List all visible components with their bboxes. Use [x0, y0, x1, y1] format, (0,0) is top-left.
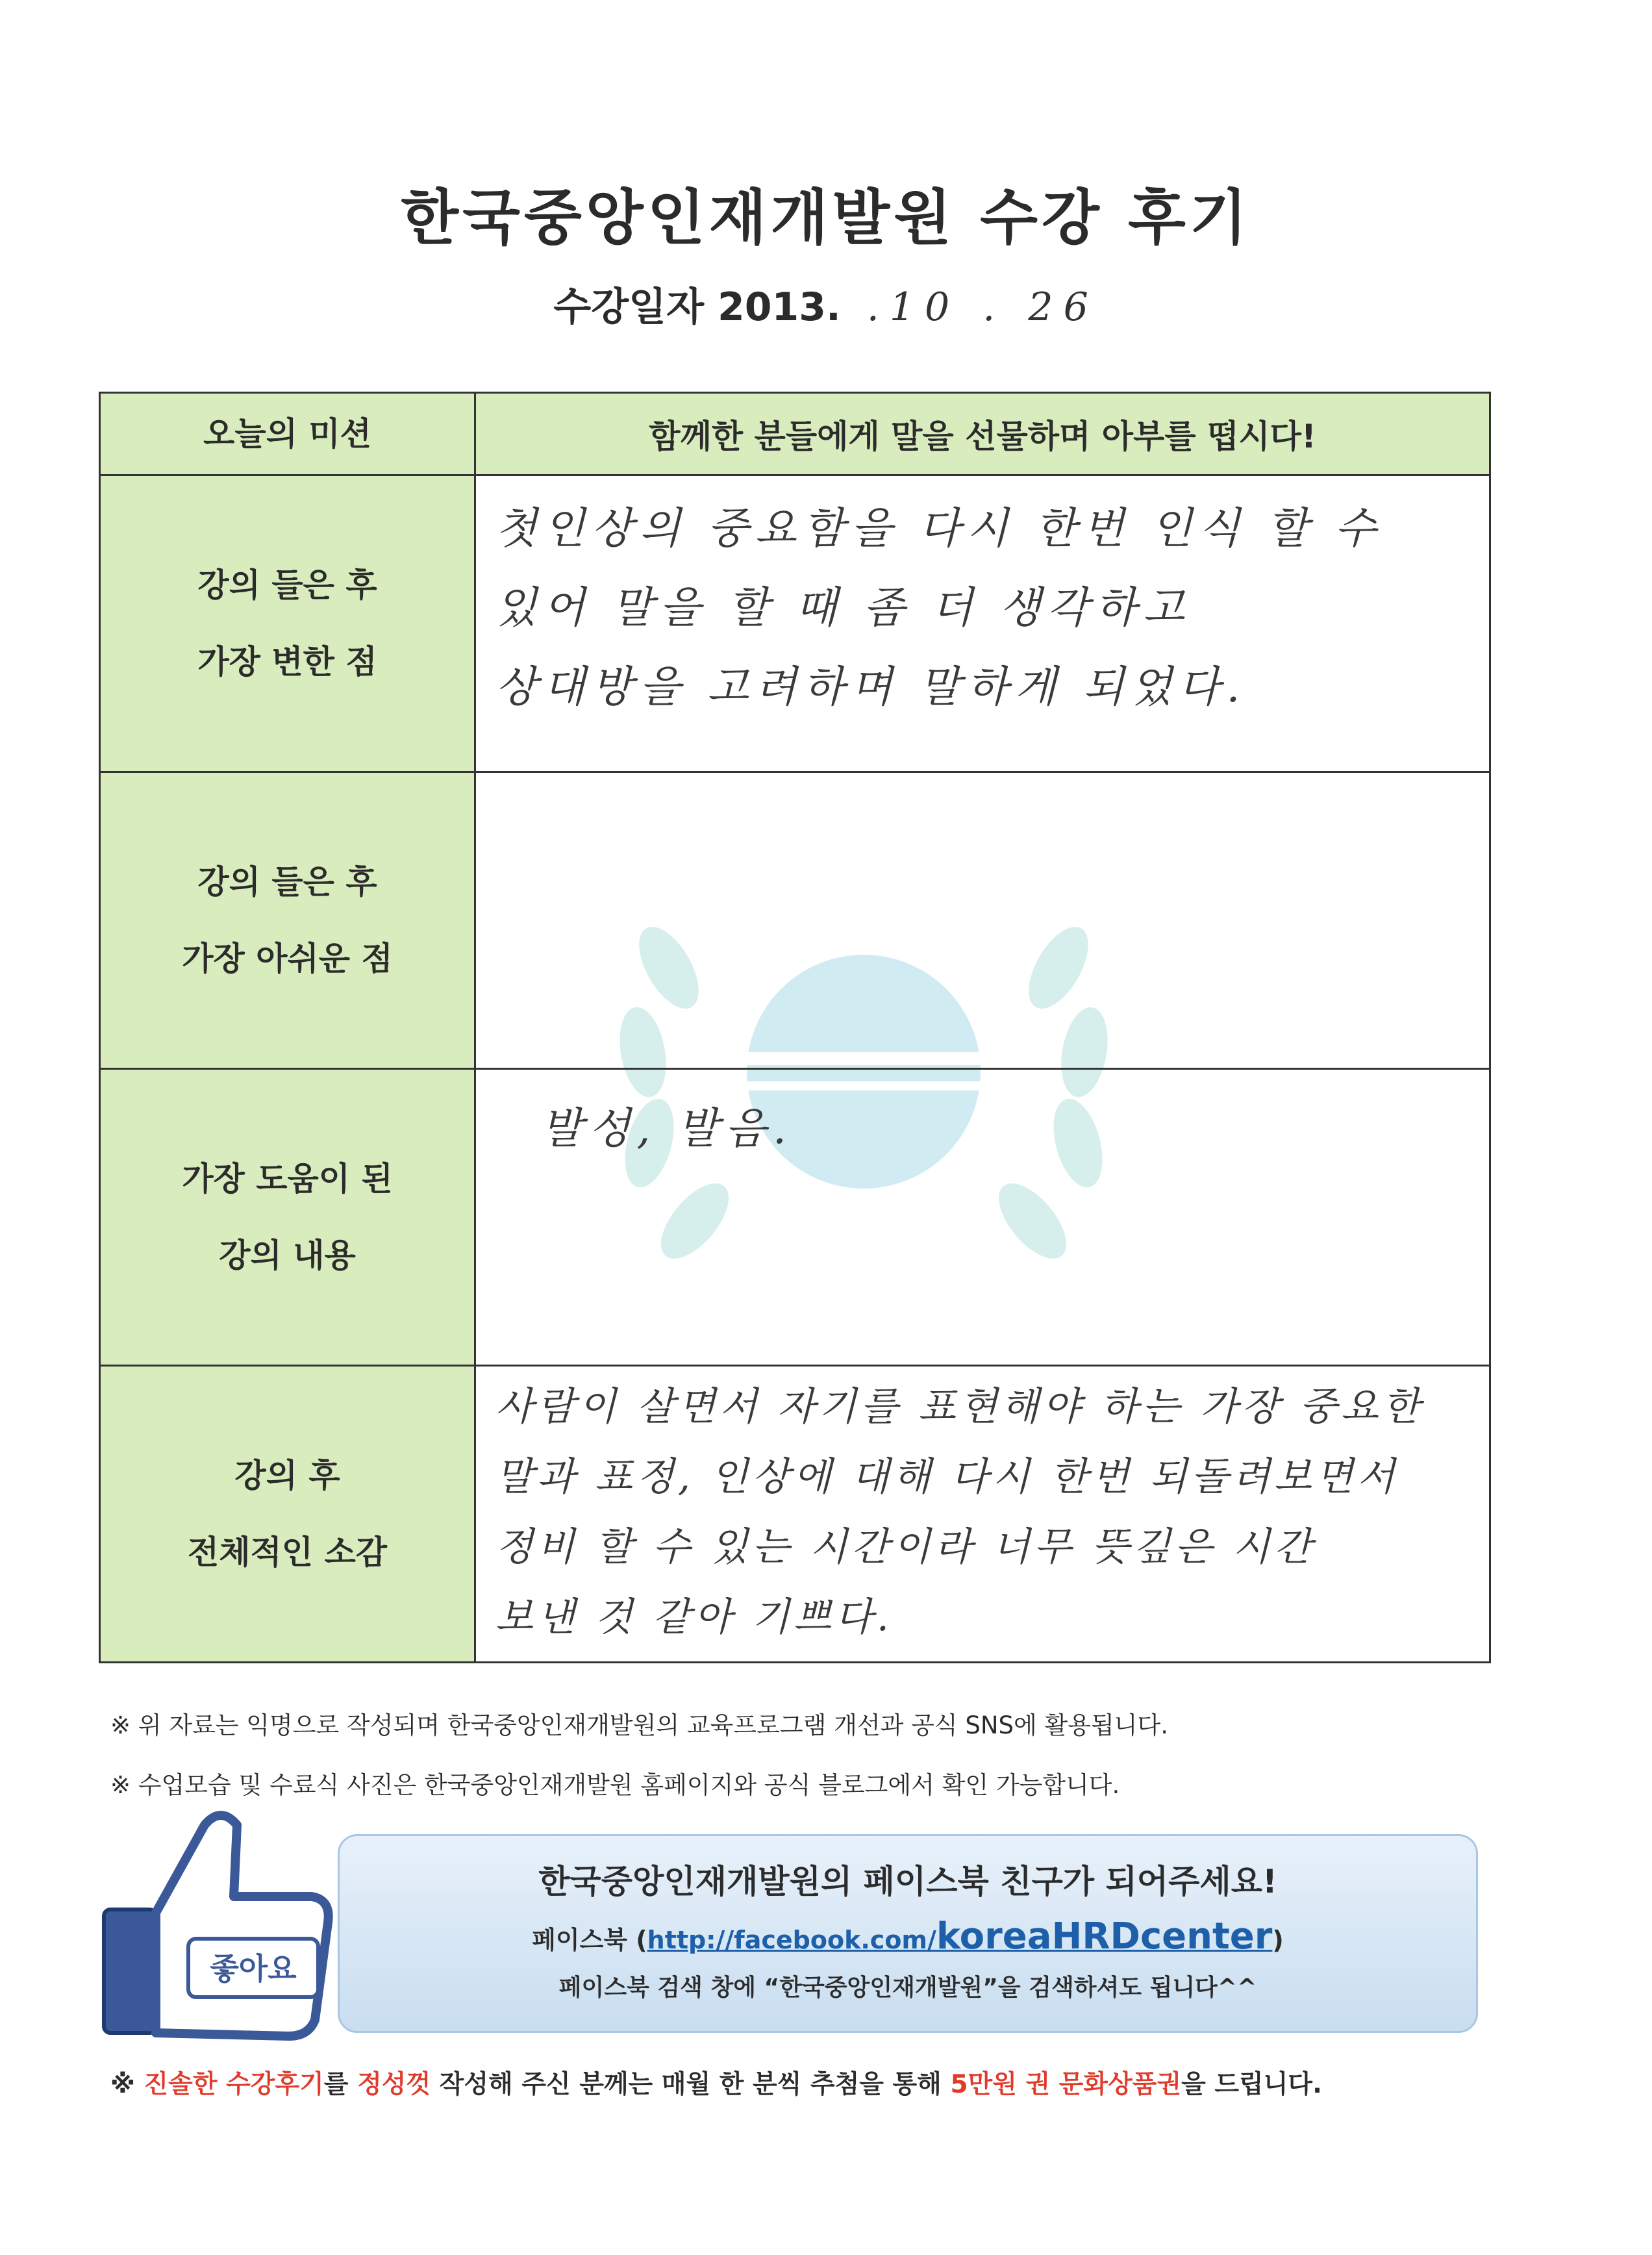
facebook-headline: 한국중앙인재개발원의 페이스북 친구가 되어주세요!	[538, 1863, 1277, 1900]
answer-line: 발성, 발음.	[541, 1103, 793, 1153]
answer-field[interactable]	[476, 773, 1489, 1068]
facebook-url-line: 페이스북 (http://facebook.com/koreaHRDcenter)	[532, 1915, 1284, 1958]
row-label: 가장 도움이 된 강의 내용	[101, 1070, 476, 1365]
answer-line: 정비 할 수 있는 시간이라 너무 뜻깊은 시간	[495, 1524, 1316, 1570]
facebook-link[interactable]: http://facebook.com/koreaHRDcenter	[647, 1915, 1273, 1958]
like-label: 좋아요	[210, 1951, 297, 1986]
table-row-helpful	[99, 1070, 1491, 1367]
review-table	[99, 392, 1491, 1663]
date-label: 수강일자 2013.	[553, 284, 841, 330]
note-anonymous: ※ 위 자료는 익명으로 작성되며 한국중앙인재개발원의 교육프로그램 개선과 공식 SNS에 활용됩니다.	[110, 1711, 1168, 1739]
answer-line: 첫인상의 중요함을 다시 한번 인식 할 수	[495, 503, 1383, 553]
answer-line: 말과 표정, 인상에 대해 다시 한번 되돌려보면서	[495, 1454, 1399, 1500]
answer-line: 있어 말을 할 때 좀 더 생각하고	[495, 583, 1191, 633]
answer-field[interactable]	[476, 1070, 1489, 1365]
answer-field[interactable]	[476, 476, 1489, 771]
table-row-changed	[99, 476, 1491, 773]
note-photos: ※ 수업모습 및 수료식 사진은 한국중앙인재개발원 홈페이지와 공식 블로그에서 확인 가능합니다.	[110, 1771, 1120, 1799]
answer-line: 사람이 살면서 자기를 표현해야 하는 가장 중요한	[495, 1384, 1424, 1430]
row-label: 강의 후 전체적인 소감	[101, 1367, 476, 1661]
facebook-search-hint: 페이스북 검색 창에 “한국중앙인재개발원”을 검색하셔도 됩니다^^	[558, 1974, 1257, 2001]
course-date	[0, 276, 1652, 332]
mission-text: 함께한 분들에게 말을 선물하며 아부를 떱시다!	[476, 394, 1489, 474]
date-handwritten: .10 . 26	[866, 284, 1099, 330]
row-label: 강의 들은 후 가장 아쉬운 점	[101, 773, 476, 1068]
table-row-regret	[99, 773, 1491, 1070]
facebook-banner[interactable]	[338, 1834, 1478, 2033]
answer-line: 상대방을 고려하며 말하게 되었다.	[495, 662, 1247, 712]
answer-field[interactable]	[476, 1367, 1489, 1661]
thumbs-up-icon	[91, 1799, 338, 2046]
answer-line: 보낸 것 같아 기쁘다.	[495, 1594, 893, 1640]
table-row-overall	[99, 1367, 1491, 1663]
row-label: 강의 들은 후 가장 변한 점	[101, 476, 476, 771]
page-title: 한국중앙인재개발원 수강 후기	[401, 183, 1251, 253]
mission-row	[99, 392, 1491, 476]
prize-note: ※ 진솔한 수강후기를 정성껏 작성해 주신 분께는 매월 한 분씩 추첨을 통해 5만원 권 문화상품권을 드립니다.	[110, 2070, 1322, 2099]
mission-label: 오늘의 미션	[101, 394, 476, 474]
